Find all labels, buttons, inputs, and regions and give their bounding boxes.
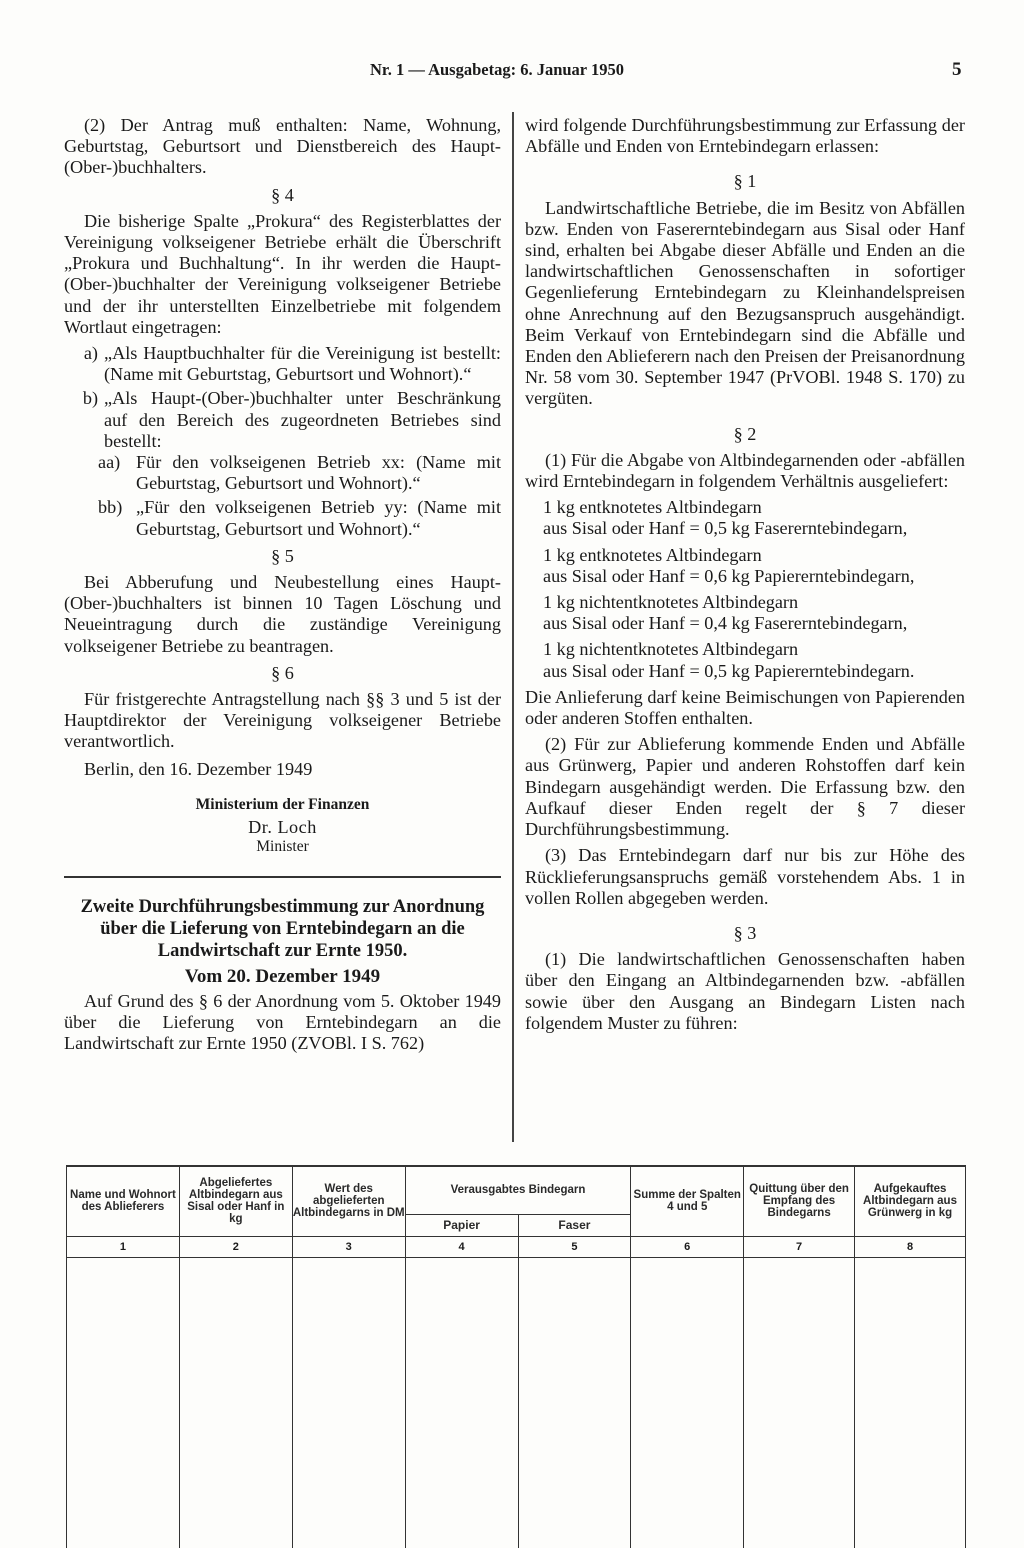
ratio-entry — [543, 497, 965, 539]
column-header: Verausgabtes Bindegarn — [405, 1166, 631, 1214]
sub-header: Faser — [518, 1214, 631, 1236]
table-cell — [67, 1257, 180, 1548]
ratio-line: aus Sisal oder Hanf = 0,5 kg Papiererntebindegarn. — [543, 660, 915, 681]
column-header: Wert des abgelieferten Altbindegarns in DM — [292, 1166, 405, 1236]
paragraph: Für fristgerechte Antragstellung nach §§ 3 und 5 ist der Hauptdirektor der Vereinigung volkseigener Betriebe verantwortlich. — [64, 689, 501, 752]
column-number: 6 — [631, 1236, 744, 1257]
paragraph: Die Anlieferung darf keine Beimischungen von Papierenden oder anderen Stoffen enthalten. — [525, 686, 965, 729]
regulation-title: Zweite Durchführungsbestimmung zur Anordnung über die Lieferung von Erntebindegarn an die Landwirtschaft zur Ernte 1950. — [80, 896, 485, 961]
column-header: Summe der Spalten 4 und 5 — [631, 1166, 744, 1236]
ratio-line: 1 kg entknotetes Altbindegarn — [543, 544, 762, 565]
ratio-line: 1 kg nichtentknotetes Altbindegarn — [543, 592, 799, 613]
ratio-line: 1 kg entknotetes Altbindegarn — [543, 497, 762, 518]
column-number: 4 — [405, 1236, 518, 1257]
section-heading: § 2 — [733, 423, 757, 444]
section-heading: § 6 — [271, 662, 294, 683]
list-text: „Für den volkseigenen Betrieb yy: (Name mit Geburtstag, Geburtsort und Wohnort).“ — [136, 497, 501, 539]
paragraph: Auf Grund des § 6 der Anordnung vom 5. Oktober 1949 über die Lieferung von Erntebindegarn an die Landwirtschaft zur Ernte 1950 (ZVOBl. I S. 762) — [64, 990, 501, 1054]
column-divider — [512, 112, 514, 1142]
sub-list-item — [98, 452, 501, 494]
ratio-entry — [543, 639, 965, 681]
ratio-line: aus Sisal oder Hanf = 0,6 kg Papiererntebindegarn, — [543, 565, 915, 586]
column-number: 2 — [179, 1236, 292, 1257]
ratio-line: aus Sisal oder Hanf = 0,5 kg Fasererntebindegarn, — [543, 518, 908, 539]
paragraph: Landwirtschaftliche Betriebe, die im Besitz von Abfällen bzw. Enden von Fasererntebindegarn aus Sisal oder Hanf sind, erhalten bei Abgabe dieser Abfälle und Enden an die landwirtschaftlichen Genossenschaften in sofortiger Gegenlieferung Erntebindegarn zu Kleinhandelspreisen ohne Anrechnung auf den Bezugsanspruch ausgehändigt. Beim Verkauf von Erntebindegarn sind die Abfälle und Enden den Ablieferern nach den Preisen der Preisanordnung Nr. 58 vom 30. September 1947 (PrVOBl. 1948 S. 170) zu vergüten. — [525, 197, 965, 409]
table-cell — [518, 1257, 631, 1548]
paragraph: (1) Für die Abgabe von Altbindegarnenden oder -abfällen wird Erntebindegarn in folgendem Verhältnis ausgeliefert: — [525, 449, 965, 492]
ratio-entry — [543, 545, 965, 587]
list-text: Für den volkseigenen Betrieb xx: (Name mit Geburtstag, Geburtsort und Wohnort).“ — [136, 452, 501, 494]
ratio-entry — [543, 592, 965, 634]
column-number-row — [67, 1236, 966, 1257]
right-column — [525, 115, 965, 1034]
column-header: Aufgekauftes Altbindegarn aus Grünwerg in kg — [855, 1166, 966, 1236]
sub-list-item — [98, 497, 501, 539]
place-date: Berlin, den 16. Dezember 1949 — [84, 758, 313, 779]
column-number: 3 — [292, 1236, 405, 1257]
signer-title: Minister — [256, 838, 309, 856]
table-cell — [179, 1257, 292, 1548]
left-column — [64, 115, 501, 1054]
table-cell — [855, 1257, 966, 1548]
ratio-line: 1 kg nichtentknotetes Altbindegarn — [543, 639, 799, 660]
column-number: 1 — [67, 1236, 180, 1257]
column-header: Name und Wohnort des Ablieferers — [67, 1166, 180, 1236]
list-label: bb) — [98, 497, 123, 518]
list-label: aa) — [98, 452, 121, 473]
table-row — [67, 1257, 966, 1548]
regulation-date: Vom 20. Dezember 1949 — [184, 965, 381, 987]
table-cell — [292, 1257, 405, 1548]
column-header: Abgeliefertes Altbindegarn aus Sisal oder Hanf in kg — [179, 1166, 292, 1236]
column-header: Quittung über den Empfang des Bindegarns — [744, 1166, 855, 1236]
ministry-name: Ministerium der Finanzen — [195, 795, 370, 813]
paragraph: Bei Abberufung und Neubestellung eines Haupt-(Ober-)buchhalters ist binnen 10 Tagen Löschung und Neueintragung durch die zuständige Vereinigung volkseigener Betriebe zu beantragen. — [64, 572, 501, 656]
list-item — [64, 388, 501, 452]
page-number: 5 — [952, 59, 962, 80]
table-cell — [631, 1257, 744, 1548]
table-cell — [744, 1257, 855, 1548]
paragraph: (2) Für zur Ablieferung kommende Enden und Abfälle aus Grünwerg, Papier und anderen Rohstoffen darf kein Bindegarn ausgehändigt werden. Die Erfassung bzw. den Aufkauf dieser Enden regelt der § 7 dieser Durchführungsbestimmung. — [525, 734, 965, 840]
paragraph: (1) Die landwirtschaftlichen Genossenschaften haben über den Eingang an Altbindegarnenden bzw. -abfällen sowie über den Ausgang an Bindegarn Listen nach folgendem Muster zu führen: — [525, 949, 965, 1033]
paragraph: (3) Das Erntebindegarn darf nur bis zur Höhe des Rücklieferungsanspruchs gemäß vorstehendem Abs. 1 in vollen Rollen abgegeben werden. — [525, 845, 965, 908]
paragraph: Die bisherige Spalte „Prokura“ des Registerblattes der Vereinigung volkseigener Betriebe erhält die Überschrift „Prokura und Buchhaltung“. In ihr werden die Haupt-(Ober-)buchhalter der Vereinigung volkseigener Betriebe und der ihr unterstellten Einzelbetriebe mit folgendem Wortlaut eingetragen: — [64, 210, 501, 337]
issue-title: Nr. 1 — Ausgabetag: 6. Januar 1950 — [370, 60, 624, 79]
register-table — [66, 1165, 966, 1548]
section-divider — [64, 876, 501, 878]
column-number: 5 — [518, 1236, 631, 1257]
signer-name: Dr. Loch — [248, 817, 317, 838]
column-number: 7 — [744, 1236, 855, 1257]
paragraph: (2) Der Antrag muß enthalten: Name, Wohnung, Geburtstag, Geburtsort und Dienstbereich des Haupt-(Ober-)buchhalters. — [64, 115, 501, 178]
paragraph: wird folgende Durchführungsbestimmung zur Erfassung der Abfälle und Enden von Erntebindegarn erlassen: — [525, 115, 965, 157]
section-heading: § 5 — [271, 545, 294, 566]
list-label: a) — [83, 343, 98, 364]
list-label: b) — [82, 388, 98, 409]
section-heading: § 1 — [733, 171, 757, 192]
ratio-line: aus Sisal oder Hanf = 0,4 kg Fasererntebindegarn, — [543, 613, 908, 634]
sub-header: Papier — [405, 1214, 518, 1236]
table-cell — [405, 1257, 518, 1548]
section-heading: § 4 — [271, 184, 294, 205]
section-heading: § 3 — [733, 922, 757, 943]
column-number: 8 — [855, 1236, 966, 1257]
list-text: „Als Hauptbuchhalter für die Vereinigung ist bestellt: (Name mit Geburtstag, Geburtsort und Wohnort).“ — [104, 343, 501, 385]
list-item — [64, 343, 501, 385]
list-text: „Als Haupt-(Ober-)buchhalter unter Beschränkung auf den Bereich des zugeordneten Betriebes sind bestellt: — [104, 388, 501, 451]
